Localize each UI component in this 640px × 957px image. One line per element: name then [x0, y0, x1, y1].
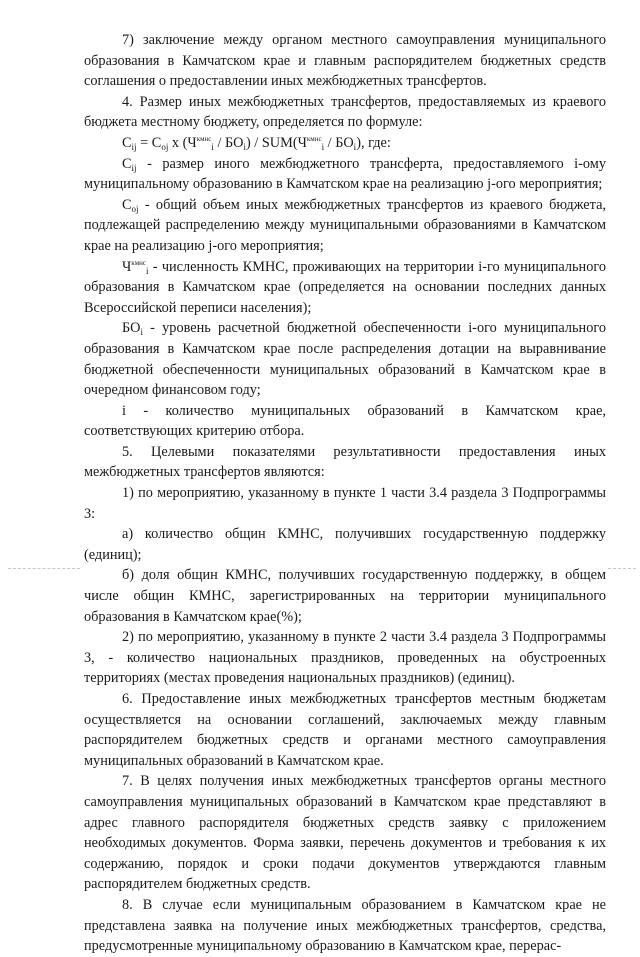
paragraph-8: 8. В случае если муниципальным образованием в Камчатском крае не представлена заявка на получение иных межбюджетных трансфертов, средства, предусмотренные муниципальному образованию в Камчатском крае, перерас-: [84, 896, 606, 955]
definition-coj: $C_{oj}$ - общий объем иных межбюджетных трансфертов из краевого бюджета, подлежащей распределению между муниципальными образованиями в Камчатском крае на реализацию j-ого мероприятия;: [84, 196, 606, 254]
paragraph-item-7: 7) заключение между органом местного самоуправления муниципального образования в Камчатском крае и главным распорядителем бюджетных средств соглашения о предоставлении иных межбюджетных трансфертов.: [84, 32, 606, 90]
document-page: [84, 30, 606, 957]
formula: $C_{ij} = C_{oj}$ x $(Ч^{кмнс}_i / БО_i) / SUM(Ч^{кмнс}_i / БО_i)$, где:: [122, 134, 391, 152]
definition-cij: $C_{ij}$ - размер иного межбюджетного трансферта, предоставляемого i-ому муниципальному образованию в Камчатском крае на реализацию j-ого мероприятия;: [84, 155, 606, 193]
paragraph-5-1b: б) доля общин КМНС, получивших государственную поддержку, в общем числе общин КМНС, зарегистрированных на территории муниципального образования в Камчатском крае(%);: [84, 567, 606, 625]
scan-artifact-left: [8, 568, 80, 569]
scan-artifact-right: [608, 568, 636, 569]
paragraph-4: 4. Размер иных межбюджетных трансфертов, предоставляемых из краевого бюджета местному бюджету, определяется по формуле:: [84, 93, 606, 131]
paragraph-5: 5. Целевыми показателями результативности предоставления иных межбюджетных трансфертов являются:: [84, 443, 606, 481]
paragraph-5-2: 2) по мероприятию, указанному в пункте 2 части 3.4 раздела 3 Подпрограммы 3, - количество национальных праздников, проведенных на обустроенных территориях (местах проведения национальных праздников) (единиц).: [84, 629, 606, 687]
definition-i: i - количество муниципальных образований в Камчатском крае, соответствующих критерию отбора.: [84, 402, 606, 440]
paragraph-5-1a: а) количество общин КМНС, получивших государственную поддержку (единиц);: [84, 526, 606, 563]
definition-bo: $БО_i$ - уровень расчетной бюджетной обеспеченности i-ого муниципального образования в Камчатском крае после распределения дотации на выравнивание бюджетной обеспеченности муниципальных образований в Камчатском крае в очередном финансовом году;: [84, 320, 606, 399]
paragraph-6: 6. Предоставление иных межбюджетных трансфертов местным бюджетам осуществляется на основании соглашений, заключаемых между главным распорядителем бюджетных средств и органами местного самоуправления муниципальных образований в Камчатском крае.: [84, 691, 606, 769]
paragraph-7: 7. В целях получения иных межбюджетных трансфертов органы местного самоуправления муниципальных образований в Камчатском крае представляют в адрес главного распорядителя бюджетных средств заявку с приложением необходимых документов. Форма заявки, перечень документов и требования к их содержанию, порядок и сроки подачи документов утверждаются главным распорядителем бюджетных средств.: [84, 773, 606, 893]
paragraph-5-1: 1) по мероприятию, указанному в пункте 1 части 3.4 раздела 3 Подпрограммы 3:: [84, 485, 606, 522]
definition-ch: $Ч^{кмнс}_i$ - численность КМНС, проживающих на территории i-го муниципального образования в Камчатском крае (определяется на основании последних данных Всероссийской переписи населения);: [84, 258, 606, 316]
